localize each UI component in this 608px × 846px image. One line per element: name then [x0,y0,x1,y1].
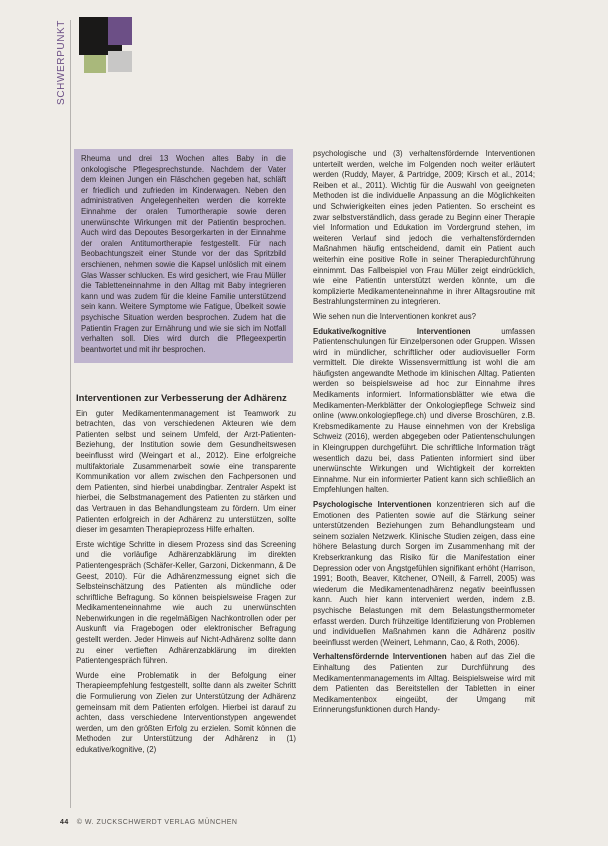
decorative-square-purple [108,17,132,45]
right-paragraph-3: Edukative/kognitive Interventionen umfassen Patientenschulungen für Einzelpersonen oder Gruppen. Wissen wird in mündlicher, schriftlicher oder audiovisueller Form vermittelt. Die direkte Wissensvermittlung ist wohl die am häufigsten angewandte Methode im klinischen Alltag. Patienten werden so beispielsweise ad hoc zur Einnahme ihres Medikaments informiert. Informationsblätter wie etwa die Medikamenten-Merkblätter der Onkologiepflege Schweiz sind online (www.onkologiepflege.ch) und diverse Broschüren, z.B. Krebsmedikamente zu Hause einnehmen von der Krebsliga Schweiz (2016), werden abgegeben oder Patientenschulungen in Kleingruppen durchgeführt. Die schriftliche Information trägt wesentlich dazu bei, dass Patienten informiert sind über unerwünschte Wirkungen und Wichtigkeit der korrekten Einnahme. Nur ein informierter Patient kann sich schließlich an Empfehlungen halten. [313,326,535,495]
case-study-box [74,149,293,363]
left-paragraph-3: Wurde eine Problematik in der Befolgung einer Therapieempfehlung festgestellt, sollte dann als zweiter Schritt die Formulierung von Zielen zur Unterstützung der Adhärenz gemeinsam mit dem Patienten erfolgen. Hierbei ist darauf zu achten, dass verschiedene Interventionstypen angewendet werden, um den größten Erfolg zu erzielen. Somit können die Methoden zur Unterstützung der Adhärenz in (1) edukative/kognitive, (2) [76,670,296,754]
lead-educational: Edukative/kognitive Interventionen [313,326,471,336]
lead-behavioral: Verhaltensfördernde Interventionen [313,652,447,662]
lead-psychological: Psychologische Interventionen [313,500,432,509]
right-paragraph-5: Verhaltensfördernde Interventionen haben auf das Ziel die Einhaltung des Patienten zur Durchführung des Medikamentenmanagements im Alltag. Beispielsweise wird mit dem Patienten das Bereitstellen der Tabletten in einer Medikamentenbox eingeübt, der Umgang mit Erinnerungsfunktionen durch Handy- [313,652,535,715]
left-paragraph-1: Ein guter Medikamentenmanagement ist Teamwork zu betrachten, das von verschiedenen Akteuren wie dem Patienten selbst und seinem Umfeld, der Arzt-Patienten-Beziehung, der Institution sowie dem Gesundheitswesen beeinflusst wird (Weingart et al., 2012). Eine erfolgreiche multifaktoriale Zusammenarbeit sowie eine transparente Kommunikation vor allem zwischen den Fachpersonen und dem Patienten, sind hierbei unabdingbar. Zentraler Aspekt ist hierbei, die Selbstmanagement des Patienten zu stärken und das Vertrauen in das Behandlungsteam zu fördern. Um einer Patienten erfolgreich in der Adhärenz zu unterstützen, sollte dieser im gesamten Therapieprozess Hilfe erhalten. [76,408,296,535]
decorative-square-green [84,55,106,73]
section-heading: Interventionen zur Verbesserung der Adhärenz [76,393,287,404]
decorative-square-gray [108,51,132,72]
section-label: SCHWERPUNKT [56,20,67,105]
page-footer [60,819,237,826]
margin-rule [70,20,71,808]
right-paragraph-1: psychologische und (3) verhaltensfördernde Interventionen unterteilt werden, welche im Folgenden noch weiter erläutert werden (Ruddy, Mayer, & Partridge, 2009; Kirsch et al., 2014; Reiben et al., 2011). Wichtig für die Auswahl von geeigneten Methoden ist die individuelle Anpassung an die Möglichkeiten und Schwierigkeiten eines jeden Patienten. So erscheint es zwar selbstverständlich, dass gerade zu Beginn einer Therapie viel Information und Edukation im Vordergrund stehen, im weiteren Verlauf sind jedoch die verhaltensfördernden Maßnahmen häufig entscheidend, damit ein Patient auch weiterhin eine positive Rolle in seiner Therapiedurchführung einnimmt. Das Fallbeispiel von Frau Müller zeigt eindrücklich, wie eine Patientin unterstützt werden könnte, um die komplizierte Medikamenteneinnahme in ihrer Alltagsroutine mit Bestrahlungsterminen zu integrieren. [313,149,535,307]
page-number: 44 [60,819,69,826]
right-paragraph-4: Psychologische Interventionen konzentrieren sich auf die Emotionen des Patienten sowie auf die Stärkung seiner unterstützenden Beziehungen zum Behandlungsteam und seinem sozialen Netzwerk. Klinische Studien zeigen, dass eine höhere Belastung durch Sorgen im Zusammenhang mit der Krebserkrankung das Risiko für die Manifestation einer Depression oder von Ängstgefühlen signifikant erhöht (Harrison, 1991; Booth, Beaver, Kitchener, O'Neill, & Farrell, 2005) was wiederum die Medikamentenadhärenz negativ beeinflussen kann. Auch hier kann interveniert werden, indem z.B. psychische Belastungen mit dem Belastungsthermometer erfasst werden. Durch frühzeitige Identifizierung von Problemen und individuellen Maßnahmen kann die Adhärenz positiv beeinflusst werden (Weinert, Lehmann, Cao, & Roth, 2006). [313,500,535,647]
right-paragraph-2: Wie sehen nun die Interventionen konkret aus? [313,311,476,321]
left-paragraph-2: Erste wichtige Schritte in diesem Prozess sind das Screening und die vorläufige Adhärenzabklärung im direkten Patientengespräch (Schäfer-Keller, Garzoni, Dickenmann, & De Geest, 2010). Für die Adhärenzmessung eignet sich die Selbsteinschätzung des Patienten als mündliche oder schriftliche Befragung. So können beispielsweise Fragen zur Medikamenteneinnahme wie auch zu unerwünschten Nebenwirkungen in die regelmäßigen Nachkontrollen oder per Auskunft via Fragebogen oder elektronischer Befragung gestellt werden. Jeder Hinweis auf Nicht-Adhärenz sollte dann zu einer vertieften Adhärenzabklärung im direkten Patientengespräch führen. [76,539,296,666]
case-study-text: Rheuma und drei 13 Wochen altes Baby in die onkologische Pflegesprechstunde. Nachdem der Vater dem kleinen Jungen ein Fläschchen gegeben hat, schläft er friedlich und zufrieden im Kinderwagen. Neben den administrativen Angelegenheiten werden die korrekte Einnahme der oralen Tumortherapie sowie deren unerwünschte Wirkungen mit der Patientin besprochen. Auch wird das Depoutes Besorgerkarten in der Einnahme der oralen Antitumortherapie festgestellt. Für nach Beobachtungszeit einer Stunde vor der das Spritzbild erschienen, nehmen sowie die Kapsel unlöslich mit einem Glas Wasser schlucken. Es wird gesichert, wie Frau Müller die Tabletteneinnahme in den Alltag mit Baby integrieren kann und was zudem für die kleine Familie unterstützend sein kann. Weitere Symptome wie Fatigue, Übelkeit sowie psychische Situation werden besprochen. Zudem hat die Patientin Fragen zur Ernährung und wie sie sich im Notfall verhalten soll. Dies wird durch die Pflegeexpertin beantwortet und mit ihr besprochen. [81,154,286,354]
left-column [76,394,296,760]
right-column [313,149,535,720]
publisher-line: © W. ZUCKSCHWERDT VERLAG MÜNCHEN [76,819,238,826]
